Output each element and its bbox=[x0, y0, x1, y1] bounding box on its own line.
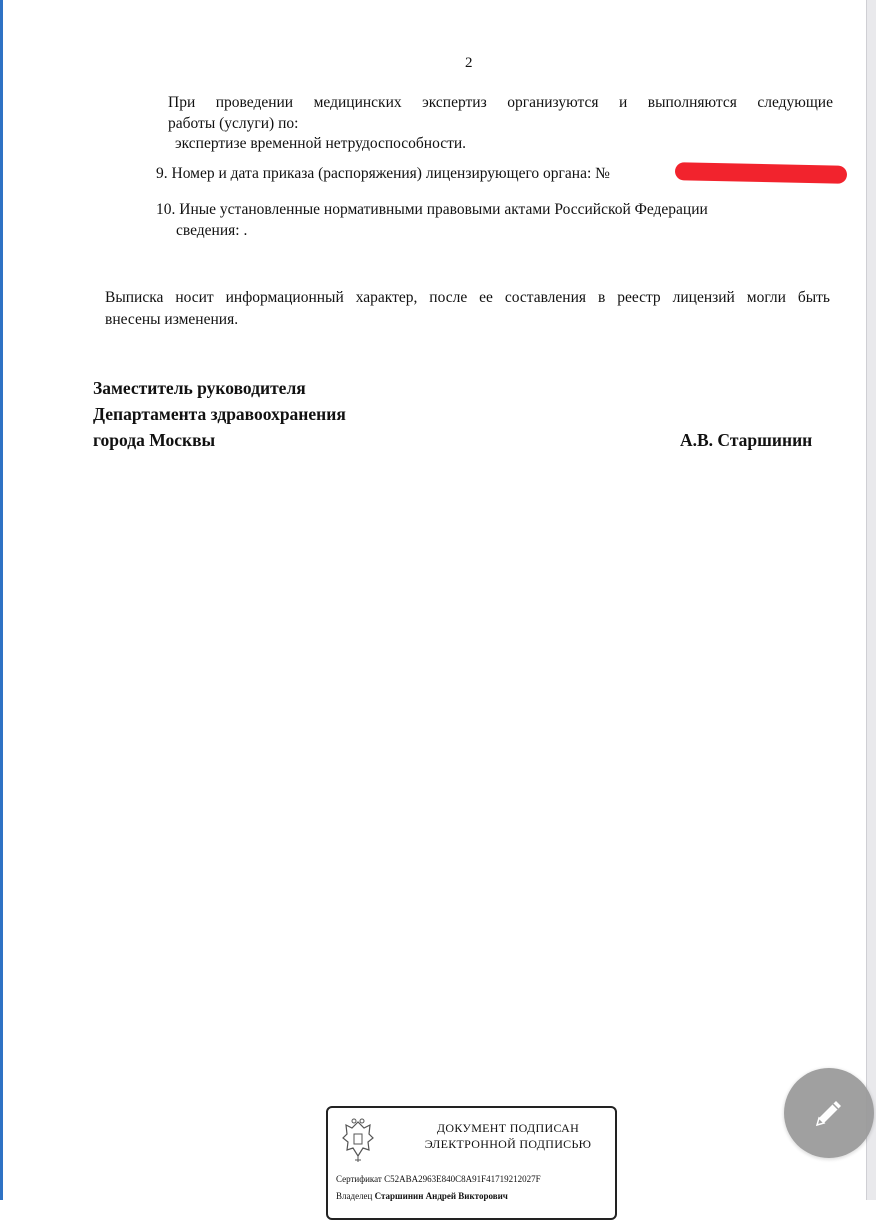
item-10-line1: 10. Иные установленные нормативными правовыми актами Российской Федерации bbox=[156, 201, 708, 218]
stamp-certificate-value: C52ABA2963E840C8A91F41719212027F bbox=[384, 1174, 541, 1184]
electronic-signature-stamp bbox=[326, 1106, 617, 1220]
stamp-owner-value: Старшинин Андрей Викторович bbox=[374, 1191, 508, 1201]
stamp-owner-label: Владелец bbox=[336, 1191, 373, 1201]
stamp-title bbox=[408, 1120, 608, 1152]
signatory-title-line1: Заместитель руководителя bbox=[93, 378, 306, 398]
redaction-mark bbox=[675, 162, 847, 184]
medical-expertise-line2: работы (услуги) по: bbox=[168, 115, 299, 132]
page-number: 2 bbox=[465, 55, 473, 71]
signatory-title-line2: Департамента здравоохранения bbox=[93, 404, 346, 424]
signatory-title-line3: города Москвы bbox=[93, 430, 216, 450]
document-page bbox=[3, 0, 866, 1200]
stamp-title-line1: ДОКУМЕНТ ПОДПИСАН bbox=[436, 1121, 580, 1135]
signatory-name: А.В. Старшинин bbox=[680, 430, 813, 450]
medical-expertise-line3: экспертизе временной нетрудоспособности. bbox=[175, 135, 467, 152]
disclaimer-line1: Выписка носит информационный характер, после ее составления в реестр лицензий могли быть bbox=[105, 289, 830, 306]
pencil-icon bbox=[809, 1093, 849, 1133]
item-9-order-number: 9. Номер и дата приказа (распоряжения) лицензирующего органа: № bbox=[156, 165, 610, 182]
stamp-certificate-label: Сертификат bbox=[336, 1174, 382, 1184]
stamp-certificate bbox=[336, 1174, 541, 1184]
viewer-scrollbar[interactable] bbox=[866, 0, 876, 1200]
edit-fab-button[interactable] bbox=[784, 1068, 874, 1158]
item-10-line2: сведения: . bbox=[176, 222, 248, 239]
disclaimer-line2: внесены изменения. bbox=[105, 311, 239, 328]
coat-of-arms-icon bbox=[338, 1116, 378, 1164]
medical-expertise-line1: При проведении медицинских экспертиз организуются и выполняются следующие bbox=[168, 94, 833, 111]
stamp-title-line2: ЭЛЕКТРОННОЙ ПОДПИСЬЮ bbox=[424, 1137, 592, 1151]
